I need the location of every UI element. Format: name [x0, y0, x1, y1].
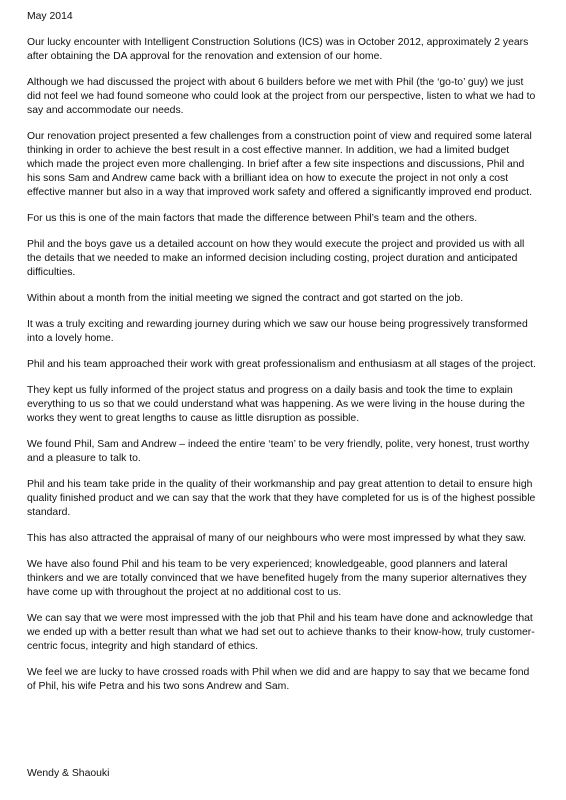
signature: Wendy & Shaouki — [27, 768, 110, 779]
paragraph-5: Phil and the boys gave us a detailed account on how they would execute the project and provided us with all the details that we needed to make an informed decision including costing, project duration and anticipated difficulties. — [27, 239, 525, 278]
paragraph-15: We feel we are lucky to have crossed roads with Phil when we did and are happy to say that we became fond of Phil, his wife Petra and his two sons Andrew and Sam. — [27, 667, 530, 692]
paragraph-13: We have also found Phil and his team to be very experienced; knowledgeable, good planners and lateral thinkers and we are totally convinced that we have benefited hugely from the many superior alternatives they have come up with throughout the project at no additional cost to us. — [27, 559, 527, 598]
paragraph-4: For us this is one of the main factors that made the difference between Phil’s team and the others. — [27, 213, 478, 224]
paragraph-8: Phil and his team approached their work with great professionalism and enthusiasm at all stages of the project. — [27, 359, 536, 370]
paragraph-11: Phil and his team take pride in the quality of their workmanship and pay great attention to detail to ensure high quality finished product and we can say that the work that they have completed for us is of the highest possible standard. — [27, 479, 536, 518]
paragraph-10: We found Phil, Sam and Andrew – indeed the entire ‘team’ to be very friendly, polite, very honest, trust worthy and a pleasure to talk to. — [27, 439, 530, 464]
paragraph-1: Our lucky encounter with Intelligent Construction Solutions (ICS) was in October 2012, approximately 2 years after obtaining the DA approval for the renovation and extension of our home. — [27, 37, 529, 62]
paragraph-7: It was a truly exciting and rewarding journey during which we saw our house being progressively transformed into a lovely home. — [27, 319, 528, 344]
paragraph-14: We can say that we were most impressed with the job that Phil and his team have done and acknowledge that we ended up with a better result than what we had set out to achieve thanks to their know-how, truly customer-centric focus, integrity and high standard of ethics. — [27, 613, 535, 652]
letter-date: May 2014 — [27, 11, 73, 22]
paragraph-12: This has also attracted the appraisal of many of our neighbours who were most impressed by what they saw. — [27, 533, 527, 544]
paragraph-3: Our renovation project presented a few challenges from a construction point of view and required some lateral thinking in order to achieve the best result in a cost effective manner. In addition, we had a limited budget which made the project even more challenging. In brief after a few site inspections and discussions, Phil and his sons Sam and Andrew came back with a brilliant idea on how to execute the project in not only a cost effective manner but also in a way that improved work safety and offered a significantly improved end product. — [27, 131, 532, 198]
paragraph-9: They kept us fully informed of the project status and progress on a daily basis and took the time to explain everything to us so that we could understand what was happening. As we were living in the house during the works they went to great lengths to cause as little disruption as possible. — [27, 385, 525, 424]
paragraph-6: Within about a month from the initial meeting we signed the contract and got started on the job. — [27, 293, 464, 304]
paragraph-2: Although we had discussed the project with about 6 builders before we met with Phil (the ‘go-to’ guy) we just did not feel we had found someone who could look at the project from our perspective, listen to what we had to say and accommodate our needs. — [27, 77, 536, 116]
